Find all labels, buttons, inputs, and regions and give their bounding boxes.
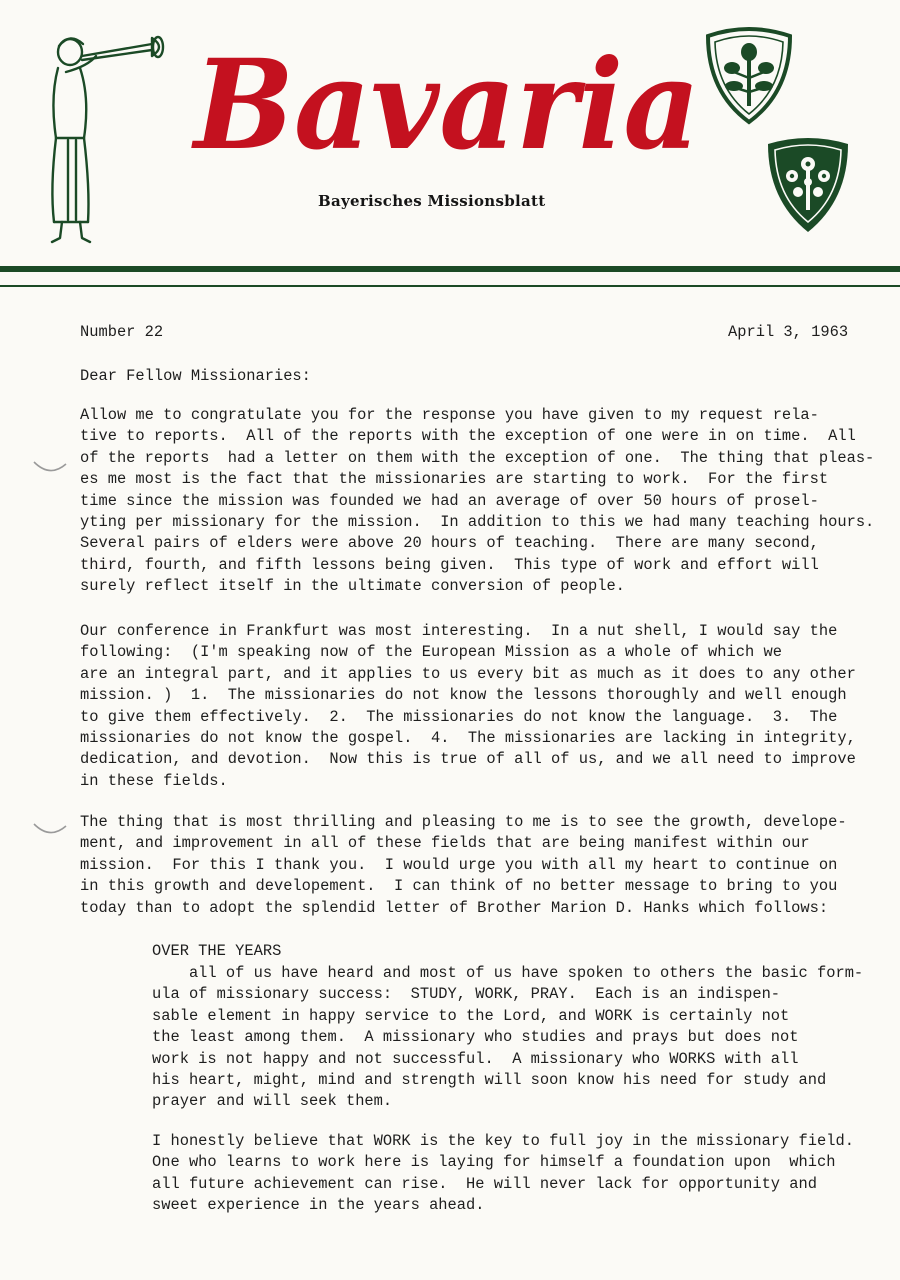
punch-hole-mark — [30, 820, 70, 838]
issue-number: Number 22 — [80, 323, 164, 341]
paragraph-1: Allow me to congratulate you for the response you have given to my request rela- tive to reports. All of the reports with the exception of one were in on time. All of the reports had a letter on them with the exception of one. The thing that pleas- es me most is the fact that the missionaries are starting to work. For the first time since the mission was founded we had an average of over 50 hours of prosel- yting per missionary for the mission. In addition to this we had many teaching hours. Several pairs of elders were above 20 hours of teaching. There are many second, third, fourth, and fifth lessons being given. This type of work and effort will surely reflect itself in the ultimate conversion of people. — [80, 406, 875, 596]
quote-paragraph-2: I honestly believe that WORK is the key to full joy in the missionary field. One who learns to work here is laying for himself a foundation upon which all future achievement can rise. He will never lack for opportunity and sweet experience in the years ahead. — [152, 1132, 854, 1215]
bavaria-title: Bavaria — [191, 40, 701, 170]
masthead-subtitle: Bayerisches Missionsblatt — [318, 192, 546, 210]
header-rule-thin — [0, 285, 900, 287]
shield-emblem-icon — [762, 136, 854, 236]
bavaria-title-logo — [188, 40, 708, 170]
paragraph-3: The thing that is most thrilling and pleasing to me is to see the growth, develope- ment, and improvement in all of these fields that are being manifest within our mission. For this I thank you. I would urge you with all my heart to continue on in this growth and developement. I can think of no better message to bring to you today than to adopt the splendid letter of Brother Marion D. Hanks which follows: — [80, 813, 847, 917]
paragraph-2: Our conference in Frankfurt was most interesting. In a nut shell, I would say the following: (I'm speaking now of the European Mission as a whole of which we are an integral part, and it applies to us every bit as much as it does to any other mission. ) 1. The missionaries do not know the lessons thoroughly and well enough to give them effectively. 2. The missionaries do not know the language. 3. The missionaries do not know the gospel. 4. The missionaries are lacking in integrity, dedication, and devotion. Now this is true of all of us, and we all need to improve in these fields. — [80, 622, 856, 790]
shield-emblem-icon — [702, 26, 796, 126]
herald-trumpeter-icon — [40, 28, 180, 248]
greeting: Dear Fellow Missionaries: — [80, 367, 311, 385]
quote-paragraph-1: all of us have heard and most of us have spoken to others the basic form- ula of missionary success: STUDY, WORK, PRAY. Each is an indispen- sable element in happy service to the Lord, and WORK is certainly not the least among them. A missionary who studies and prays but does not work is not happy and not successful. A missionary who WORKS with all his heart, might, mind and strength will soon know his need for study and prayer and will seek them. — [152, 964, 864, 1111]
punch-hole-mark — [30, 458, 70, 476]
issue-date: April 3, 1963 — [728, 323, 849, 341]
quote-heading: OVER THE YEARS — [152, 942, 282, 960]
masthead — [0, 0, 900, 262]
header-rule-thick — [0, 266, 900, 272]
